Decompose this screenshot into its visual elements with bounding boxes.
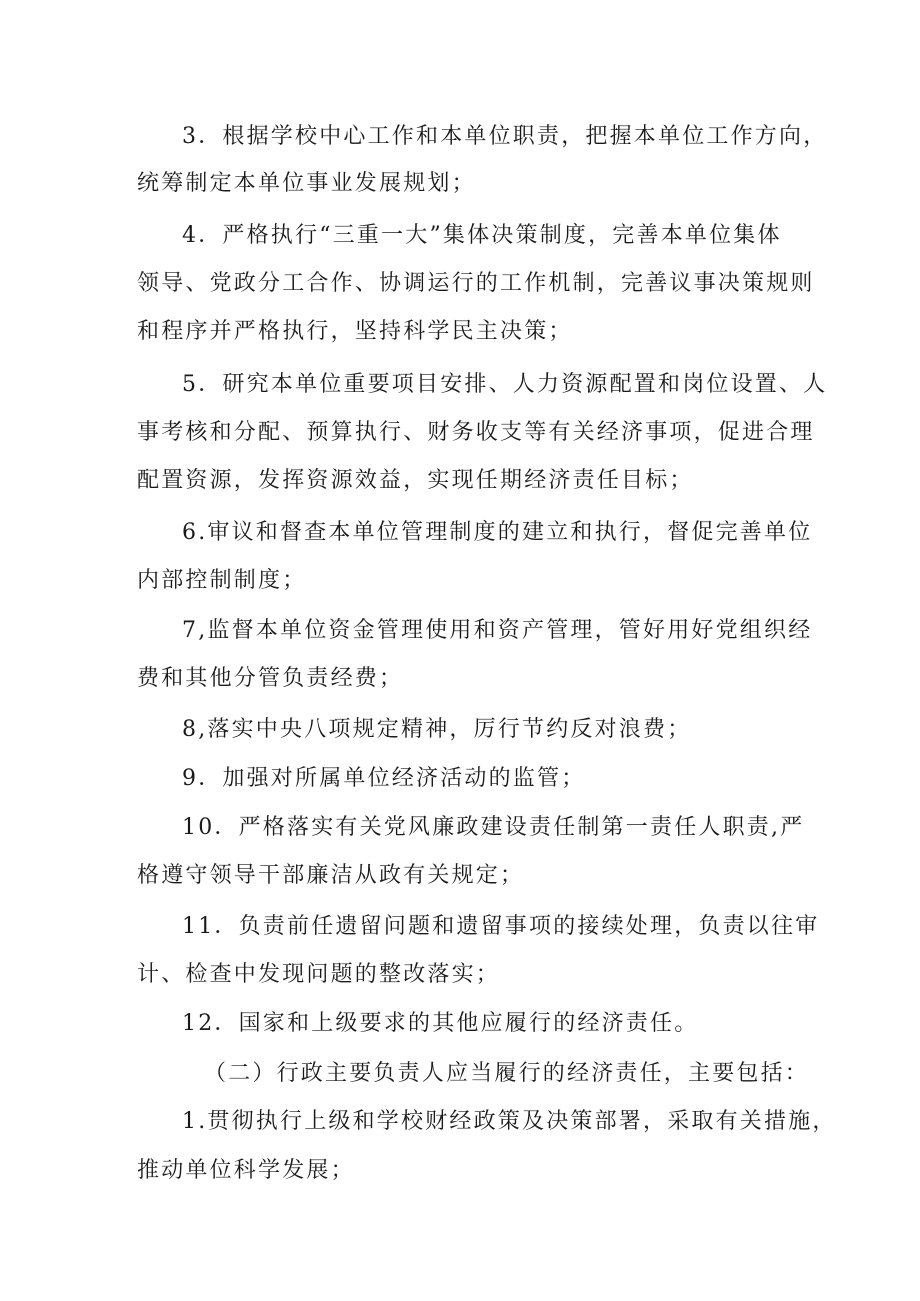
paragraph-item-1-line-2: 推动单位科学发展；	[137, 1158, 355, 1183]
paragraph-item-10-line-1: 10．严格落实有关党风廉政建设责任制第一责任人职责,严	[182, 815, 805, 840]
paragraph-item-4-line-3: 和程序并严格执行，坚持科学民主决策；	[137, 319, 573, 344]
section-heading-2: （二）行政主要负责人应当履行的经济责任，主要包括：	[204, 1061, 810, 1086]
paragraph-item-10-line-2: 格遵守领导干部廉洁从政有关规定；	[137, 863, 525, 888]
paragraph-item-4-line-2: 领导、党政分工合作、协调运行的工作机制，完善议事决策规则	[137, 271, 815, 296]
paragraph-item-5-line-2: 事考核和分配、预算执行、财务收支等有关经济事项，促进合理	[137, 420, 815, 445]
paragraph-item-9-line-1: 9．加强对所属单位经济活动的监管；	[182, 766, 586, 791]
paragraph-item-3-line-2: 统筹制定本单位事业发展规划；	[137, 171, 476, 196]
paragraph-item-4-line-1: 4．严格执行“三重一大”集体决策制度，完善本单位集体	[182, 223, 782, 248]
paragraph-item-5-line-1: 5．研究本单位重要项目安排、人力资源配置和岗位设置、人	[182, 372, 828, 397]
paragraph-item-6-line-1: 6.审议和督查本单位管理制度的建立和执行，督促完善单位	[182, 520, 813, 545]
paragraph-item-7-line-1: 7,监督本单位资金管理使用和资产管理，管好用好党组织经	[182, 618, 813, 643]
paragraph-item-12-line-1: 12．国家和上级要求的其他应履行的经济责任。	[182, 1011, 699, 1036]
paragraph-item-8-line-1: 8,落实中央八项规定精神，厉行节约反对浪费；	[182, 717, 692, 742]
paragraph-item-3-line-1: 3．根据学校中心工作和本单位职责，把握本单位工作方向，	[182, 124, 828, 149]
paragraph-item-6-line-2: 内部控制制度；	[137, 568, 307, 593]
paragraph-item-7-line-2: 费和其他分管负责经费；	[137, 666, 404, 691]
paragraph-item-11-line-1: 11．负责前任遗留问题和遗留事项的接续处理，负责以往审	[182, 914, 820, 939]
paragraph-item-5-line-3: 配置资源，发挥资源效益，实现任期经济责任目标；	[137, 468, 694, 493]
paragraph-item-1-line-1: 1.贯彻执行上级和学校财经政策及决策部署，采取有关措施，	[182, 1109, 837, 1134]
paragraph-item-11-line-2: 计、检查中发现问题的整改落实；	[137, 962, 501, 987]
